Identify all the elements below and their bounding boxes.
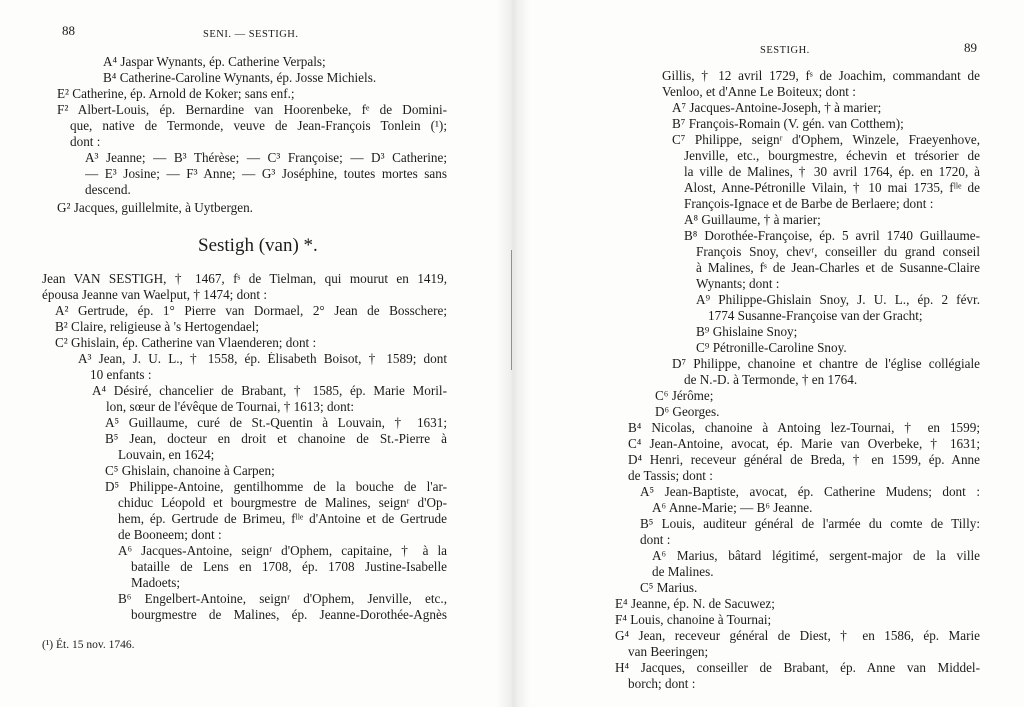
entry-line: G⁴ Jean, receveur général de Diest, † en 1586, ép. Marie xyxy=(615,629,980,643)
entry-line: — E³ Josine; — F³ Anne; — G³ Joséphine, toutes mortes sans xyxy=(85,167,447,181)
entry-line: A⁴ Jaspar Wynants, ép. Catherine Verpals; xyxy=(103,54,326,69)
entry-line: A³ Jeanne; — B³ Thérèse; — C³ Françoise; — D³ Catherine; xyxy=(85,151,447,165)
entry-line: B⁹ Ghislaine Snoy; xyxy=(696,324,798,339)
body-line: Jean VAN SESTIGH, † 1467, fˢ de Tielman, qui mourut en 1419, xyxy=(42,272,447,286)
entry-line: C⁶ Jérôme; xyxy=(655,388,714,403)
body-line: 10 enfants : xyxy=(90,367,152,382)
entry-line: François-Ignace et de Barbe de Berlaere; dont : xyxy=(684,196,934,211)
entry-line: van Beeringen; xyxy=(628,644,709,659)
entry-line: H⁴ Jacques, conseiller de Brabant, ép. Anne van Middel- xyxy=(615,661,980,675)
entry-line: F⁴ Louis, chanoine à Tournai; xyxy=(615,612,772,627)
body-line: Madoets; xyxy=(131,575,181,590)
footnote: (¹) Ét. 15 nov. 1746. xyxy=(42,639,135,651)
entry-line: 1774 Susanne-Françoise van der Gracht; xyxy=(708,308,923,323)
entry-line: C⁴ Jean-Antoine, avocat, ép. Marie van Overbeke, † 1631; xyxy=(628,437,980,451)
entry-line: A⁶ Marius, bâtard légitimé, sergent-major de la ville xyxy=(652,549,980,563)
entry-line: de Tassis; dont : xyxy=(628,468,713,483)
entry-line: Venloo, et d'Anne Le Boiteux; dont : xyxy=(662,84,856,99)
page-number: 88 xyxy=(62,23,75,38)
entry-line: D⁶ Georges. xyxy=(655,404,720,419)
body-line: C⁵ Ghislain, chanoine à Carpen; xyxy=(105,463,275,478)
entry-line: E² Catherine, ép. Arnold de Koker; sans enf.; xyxy=(57,86,295,101)
entry-line: F² Albert-Louis, ép. Bernardine van Hoorenbeke, fᵉ de Domini- xyxy=(57,103,447,117)
entry-line: dont : xyxy=(70,134,101,149)
body-line: B⁶ Engelbert-Antoine, seignʳ d'Ophem, Jenville, etc., xyxy=(118,592,447,606)
body-line: A² Gertrude, ép. 1° Pierre van Dormael, 2° Jean de Bosschere; xyxy=(55,304,447,318)
entry-line: A⁸ Guillaume, † à marier; xyxy=(684,212,821,227)
body-line: A³ Jean, J. U. L., † 1558, ép. Élisabeth Boisot, † 1589; dont xyxy=(78,352,447,366)
entry-line: Jenville, etc., bourgmestre, échevin et trésorier de xyxy=(684,149,980,163)
body-line: A⁶ Jacques-Antoine, seignʳ d'Ophem, capitaine, † à la xyxy=(118,544,447,558)
entry-line: D⁷ Philippe, chanoine et chantre de l'église collégiale xyxy=(672,357,980,371)
entry-line: D⁴ Henri, receveur général de Breda, † en 1599, ép. Anne xyxy=(628,453,980,467)
entry-line: B⁴ Nicolas, chanoine à Antoing lez-Tournai, † en 1599; xyxy=(628,421,980,435)
entry-line: A⁷ Jacques-Antoine-Joseph, † à marier; xyxy=(672,100,882,115)
body-line: épousa Jeanne van Waelput, † 1474; dont : xyxy=(42,287,268,302)
body-line: A⁵ Guillaume, curé de St.-Quentin à Louvain, † 1631; xyxy=(105,416,447,430)
running-head: SENI. — SESTIGH. xyxy=(203,29,299,40)
body-line: C² Ghislain, ép. Catherine van Vlaenderen; dont : xyxy=(55,335,317,350)
entry-line: Alost, Anne-Pétronille Vilain, † 10 mai 1735, fˡˡᵉ de xyxy=(684,181,980,195)
entry-line: Wynants; dont : xyxy=(696,276,780,291)
body-line: B² Claire, religieuse à 's Hertogendael; xyxy=(55,319,260,334)
entry-line: A⁹ Philippe-Ghislain Snoy, J. U. L., ép. 2 févr. xyxy=(696,293,980,307)
entry-line: A⁵ Jean-Baptiste, avocat, ép. Catherine Mudens; dont : xyxy=(640,485,980,499)
page-number: 89 xyxy=(964,40,977,55)
entry-line: descend. xyxy=(85,182,131,197)
entry-line: B⁴ Catherine-Caroline Wynants, ép. Josse Michiels. xyxy=(103,70,377,85)
body-line: bourgmestre de Malines, ép. Jeanne-Dorothée-Agnès xyxy=(131,608,447,622)
running-head: SESTIGH. xyxy=(760,45,810,56)
entry-line: borch; dont : xyxy=(628,676,696,691)
body-line: A⁴ Désiré, chancelier de Brabant, † 1585, ép. Marie Moril- xyxy=(92,384,447,398)
body-line: D⁵ Philippe-Antoine, gentilhomme de la bouche de l'ar- xyxy=(105,480,447,494)
entry-line: C⁹ Pétronille-Caroline Snoy. xyxy=(696,340,847,355)
entry-line: E⁴ Jeanne, ép. N. de Sacuwez; xyxy=(615,596,775,611)
entry-line: que, native de Termonde, veuve de Jean-François Tonlein (¹); xyxy=(70,119,447,133)
entry-line: C⁵ Marius. xyxy=(640,580,698,595)
entry-line: la ville de Malines, † 30 avril 1764, ép. en 1720, à xyxy=(684,165,980,179)
entry-line: B⁸ Dorothée-Françoise, ép. 5 avril 1740 Guillaume- xyxy=(684,229,980,243)
entry-line: dont : xyxy=(640,532,671,547)
right-page xyxy=(512,0,1024,707)
entry-line: de Malines. xyxy=(652,564,714,579)
body-line: chiduc Léopold et bourgmestre de Malines, seignʳ d'Op- xyxy=(118,496,447,510)
entry-line: B⁷ François-Romain (V. gén. van Cotthem); xyxy=(672,116,904,131)
body-line: bataille de Lens en 1708, ép. 1708 Justine-Isabelle xyxy=(131,560,447,574)
body-line: lon, sœur de l'évêque de Tournai, † 1613; dont: xyxy=(106,399,355,414)
entry-line: G² Jacques, guillelmite, à Uytbergen. xyxy=(57,200,253,215)
left-page xyxy=(0,0,500,707)
entry-line: A⁶ Anne-Marie; — B⁶ Jeanne. xyxy=(652,500,813,515)
body-line: de Booneem; dont : xyxy=(118,527,222,542)
body-line: hem, ép. Gertrude de Brimeu, fˡˡᵉ d'Antoine et de Gertrude xyxy=(118,512,447,526)
entry-line: C⁷ Philippe, seignʳ d'Ophem, Winzele, Fraeyenhove, xyxy=(672,133,980,147)
entry-line: Gillis, † 12 avril 1729, fˢ de Joachim, commandant de xyxy=(662,69,980,83)
entry-line: B⁵ Louis, auditeur général de l'armée du comte de Tilly: xyxy=(640,517,980,531)
section-title: Sestigh (van) *. xyxy=(198,235,318,256)
entry-line: de N.-D. à Termonde, † en 1764. xyxy=(684,372,858,387)
body-line: B⁵ Jean, docteur en droit et chanoine de St.-Pierre à xyxy=(105,432,447,446)
entry-line: à Malines, fˢ de Jean-Charles et de Susanne-Claire xyxy=(696,261,980,275)
entry-line: François Snoy, chevʳ, conseiller du grand conseil xyxy=(696,245,980,259)
body-line: Louvain, en 1624; xyxy=(118,447,215,462)
